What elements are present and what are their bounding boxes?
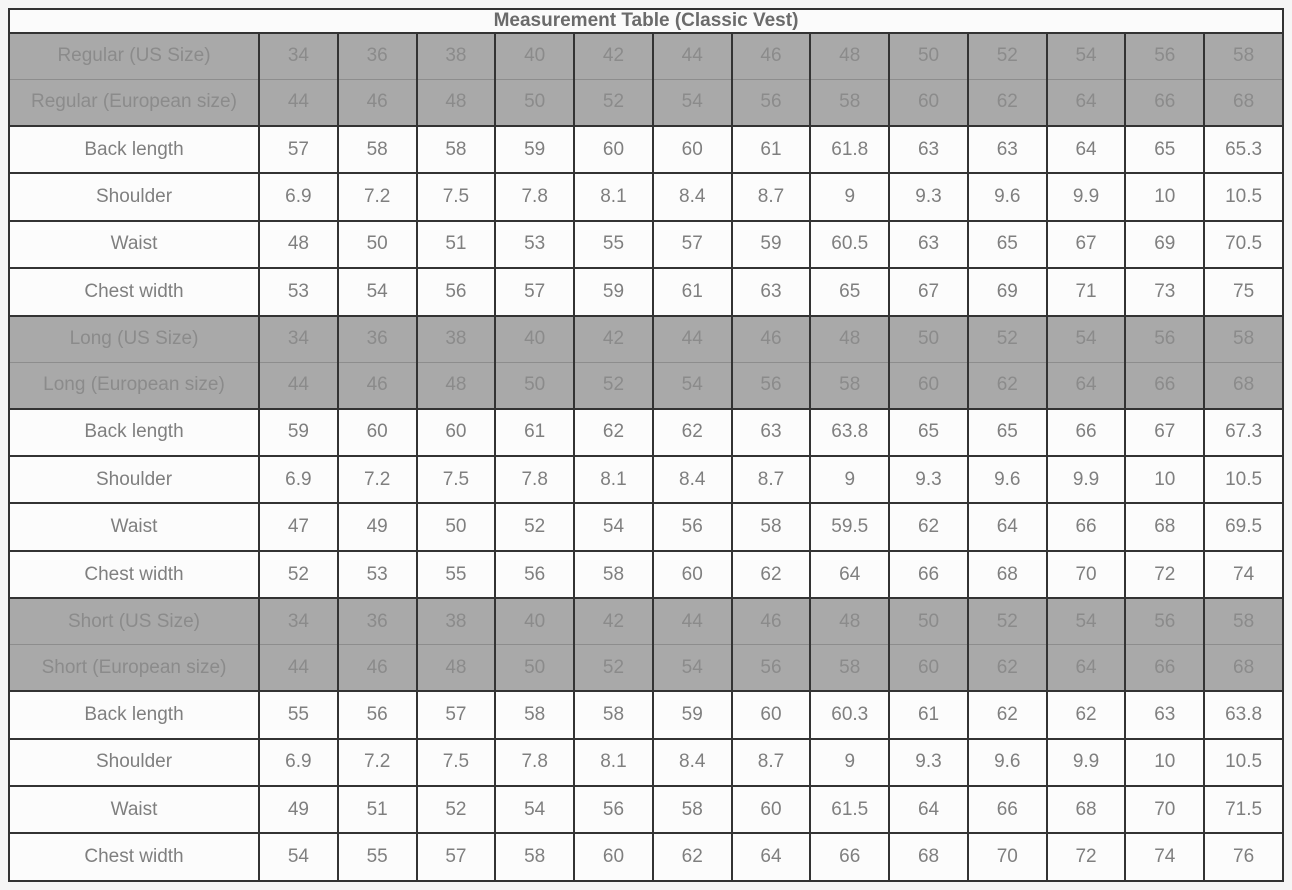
value-cell: 64 — [1047, 362, 1126, 408]
row-label: Shoulder — [9, 456, 259, 503]
value-cell: 50 — [338, 221, 417, 268]
value-cell: 65 — [810, 268, 889, 315]
value-cell: 56 — [732, 362, 811, 408]
value-cell: 58 — [1204, 33, 1283, 79]
value-cell: 71.5 — [1204, 786, 1283, 833]
value-cell: 58 — [1204, 598, 1283, 644]
value-cell: 66 — [1125, 645, 1204, 691]
value-cell: 54 — [653, 362, 732, 408]
value-cell: 64 — [810, 551, 889, 598]
value-cell: 44 — [259, 79, 338, 125]
value-cell: 62 — [732, 551, 811, 598]
value-cell: 44 — [653, 33, 732, 79]
value-cell: 38 — [417, 598, 496, 644]
value-cell: 61 — [495, 409, 574, 456]
value-cell: 54 — [495, 786, 574, 833]
measurement-row — [9, 503, 1283, 550]
value-cell: 7.2 — [338, 456, 417, 503]
value-cell: 63.8 — [1204, 691, 1283, 738]
value-cell: 52 — [574, 645, 653, 691]
value-cell: 53 — [495, 221, 574, 268]
value-cell: 55 — [574, 221, 653, 268]
measurement-row — [9, 173, 1283, 220]
value-cell: 60 — [338, 409, 417, 456]
value-cell: 7.8 — [495, 456, 574, 503]
value-cell: 52 — [968, 316, 1047, 362]
value-cell: 7.5 — [417, 173, 496, 220]
value-cell: 58 — [1204, 316, 1283, 362]
value-cell: 74 — [1125, 833, 1204, 881]
size-row — [9, 645, 1283, 691]
value-cell: 9.6 — [968, 456, 1047, 503]
value-cell: 44 — [653, 316, 732, 362]
value-cell: 9 — [810, 456, 889, 503]
measurement-row — [9, 551, 1283, 598]
value-cell: 48 — [810, 598, 889, 644]
value-cell: 7.8 — [495, 173, 574, 220]
value-cell: 61.5 — [810, 786, 889, 833]
value-cell: 10 — [1125, 739, 1204, 786]
value-cell: 66 — [1047, 503, 1126, 550]
value-cell: 7.5 — [417, 456, 496, 503]
value-cell: 9.6 — [968, 173, 1047, 220]
value-cell: 64 — [968, 503, 1047, 550]
value-cell: 8.4 — [653, 456, 732, 503]
value-cell: 7.8 — [495, 739, 574, 786]
value-cell: 60 — [574, 126, 653, 173]
value-cell: 46 — [338, 79, 417, 125]
value-cell: 8.7 — [732, 456, 811, 503]
value-cell: 9.9 — [1047, 173, 1126, 220]
value-cell: 58 — [574, 551, 653, 598]
value-cell: 60 — [732, 786, 811, 833]
value-cell: 60 — [732, 691, 811, 738]
value-cell: 62 — [653, 833, 732, 881]
value-cell: 76 — [1204, 833, 1283, 881]
value-cell: 56 — [1125, 316, 1204, 362]
value-cell: 40 — [495, 33, 574, 79]
value-cell: 53 — [259, 268, 338, 315]
value-cell: 63 — [889, 126, 968, 173]
measurement-row — [9, 691, 1283, 738]
value-cell: 70 — [1047, 551, 1126, 598]
value-cell: 57 — [653, 221, 732, 268]
value-cell: 63.8 — [810, 409, 889, 456]
row-label: Regular (US Size) — [9, 33, 259, 79]
value-cell: 9.9 — [1047, 739, 1126, 786]
value-cell: 60 — [653, 126, 732, 173]
value-cell: 69.5 — [1204, 503, 1283, 550]
value-cell: 60 — [574, 833, 653, 881]
row-label: Waist — [9, 786, 259, 833]
value-cell: 54 — [1047, 598, 1126, 644]
value-cell: 9.3 — [889, 739, 968, 786]
value-cell: 59 — [259, 409, 338, 456]
value-cell: 62 — [968, 645, 1047, 691]
value-cell: 9.3 — [889, 456, 968, 503]
measurement-row — [9, 833, 1283, 881]
value-cell: 58 — [495, 833, 574, 881]
title-row — [9, 9, 1283, 33]
value-cell: 34 — [259, 598, 338, 644]
value-cell: 8.4 — [653, 173, 732, 220]
measurement-row — [9, 786, 1283, 833]
value-cell: 61 — [889, 691, 968, 738]
value-cell: 57 — [495, 268, 574, 315]
value-cell: 48 — [810, 316, 889, 362]
value-cell: 67 — [1047, 221, 1126, 268]
value-cell: 6.9 — [259, 173, 338, 220]
value-cell: 64 — [1047, 79, 1126, 125]
value-cell: 55 — [259, 691, 338, 738]
value-cell: 50 — [495, 79, 574, 125]
value-cell: 8.1 — [574, 456, 653, 503]
value-cell: 71 — [1047, 268, 1126, 315]
value-cell: 60 — [889, 362, 968, 408]
value-cell: 57 — [259, 126, 338, 173]
value-cell: 63 — [889, 221, 968, 268]
value-cell: 62 — [968, 362, 1047, 408]
value-cell: 10 — [1125, 456, 1204, 503]
value-cell: 56 — [1125, 598, 1204, 644]
value-cell: 66 — [1125, 79, 1204, 125]
value-cell: 58 — [810, 645, 889, 691]
value-cell: 69 — [968, 268, 1047, 315]
row-label: Waist — [9, 503, 259, 550]
value-cell: 66 — [1125, 362, 1204, 408]
value-cell: 62 — [889, 503, 968, 550]
value-cell: 46 — [732, 598, 811, 644]
size-row — [9, 362, 1283, 408]
value-cell: 54 — [574, 503, 653, 550]
size-row — [9, 316, 1283, 362]
value-cell: 56 — [417, 268, 496, 315]
value-cell: 59.5 — [810, 503, 889, 550]
value-cell: 68 — [1047, 786, 1126, 833]
value-cell: 62 — [653, 409, 732, 456]
value-cell: 44 — [653, 598, 732, 644]
row-label: Chest width — [9, 833, 259, 881]
value-cell: 72 — [1125, 551, 1204, 598]
value-cell: 46 — [338, 645, 417, 691]
value-cell: 74 — [1204, 551, 1283, 598]
value-cell: 70.5 — [1204, 221, 1283, 268]
value-cell: 75 — [1204, 268, 1283, 315]
value-cell: 10.5 — [1204, 456, 1283, 503]
value-cell: 64 — [732, 833, 811, 881]
row-label: Back length — [9, 409, 259, 456]
value-cell: 67.3 — [1204, 409, 1283, 456]
value-cell: 6.9 — [259, 456, 338, 503]
value-cell: 8.7 — [732, 739, 811, 786]
value-cell: 46 — [338, 362, 417, 408]
value-cell: 65 — [968, 221, 1047, 268]
value-cell: 40 — [495, 316, 574, 362]
value-cell: 63 — [968, 126, 1047, 173]
value-cell: 73 — [1125, 268, 1204, 315]
value-cell: 61 — [653, 268, 732, 315]
value-cell: 47 — [259, 503, 338, 550]
value-cell: 67 — [889, 268, 968, 315]
value-cell: 46 — [732, 33, 811, 79]
value-cell: 60 — [417, 409, 496, 456]
value-cell: 52 — [574, 79, 653, 125]
value-cell: 8.1 — [574, 173, 653, 220]
value-cell: 34 — [259, 316, 338, 362]
value-cell: 36 — [338, 598, 417, 644]
value-cell: 60.3 — [810, 691, 889, 738]
value-cell: 44 — [259, 645, 338, 691]
row-label: Short (US Size) — [9, 598, 259, 644]
value-cell: 46 — [732, 316, 811, 362]
value-cell: 10.5 — [1204, 173, 1283, 220]
value-cell: 7.2 — [338, 739, 417, 786]
value-cell: 9.9 — [1047, 456, 1126, 503]
value-cell: 66 — [1047, 409, 1126, 456]
value-cell: 59 — [732, 221, 811, 268]
row-label: Chest width — [9, 268, 259, 315]
value-cell: 68 — [1125, 503, 1204, 550]
measurement-row — [9, 456, 1283, 503]
value-cell: 34 — [259, 33, 338, 79]
value-cell: 54 — [338, 268, 417, 315]
value-cell: 58 — [495, 691, 574, 738]
value-cell: 59 — [574, 268, 653, 315]
value-cell: 58 — [338, 126, 417, 173]
measurement-table — [8, 8, 1284, 882]
value-cell: 57 — [417, 833, 496, 881]
value-cell: 58 — [810, 362, 889, 408]
value-cell: 65 — [968, 409, 1047, 456]
value-cell: 9 — [810, 173, 889, 220]
value-cell: 58 — [417, 126, 496, 173]
value-cell: 52 — [574, 362, 653, 408]
value-cell: 70 — [1125, 786, 1204, 833]
value-cell: 56 — [574, 786, 653, 833]
value-cell: 66 — [889, 551, 968, 598]
value-cell: 54 — [653, 645, 732, 691]
value-cell: 68 — [1204, 362, 1283, 408]
value-cell: 65.3 — [1204, 126, 1283, 173]
size-row — [9, 79, 1283, 125]
value-cell: 62 — [968, 691, 1047, 738]
value-cell: 54 — [259, 833, 338, 881]
row-label: Long (US Size) — [9, 316, 259, 362]
value-cell: 49 — [338, 503, 417, 550]
value-cell: 10 — [1125, 173, 1204, 220]
row-label: Long (European size) — [9, 362, 259, 408]
value-cell: 38 — [417, 316, 496, 362]
value-cell: 51 — [338, 786, 417, 833]
value-cell: 8.7 — [732, 173, 811, 220]
value-cell: 48 — [417, 645, 496, 691]
value-cell: 50 — [889, 316, 968, 362]
value-cell: 52 — [417, 786, 496, 833]
value-cell: 8.1 — [574, 739, 653, 786]
value-cell: 58 — [732, 503, 811, 550]
value-cell: 48 — [259, 221, 338, 268]
value-cell: 64 — [1047, 126, 1126, 173]
value-cell: 50 — [889, 598, 968, 644]
value-cell: 50 — [889, 33, 968, 79]
value-cell: 62 — [1047, 691, 1126, 738]
value-cell: 62 — [968, 79, 1047, 125]
value-cell: 51 — [417, 221, 496, 268]
value-cell: 53 — [338, 551, 417, 598]
value-cell: 56 — [653, 503, 732, 550]
value-cell: 49 — [259, 786, 338, 833]
value-cell: 59 — [495, 126, 574, 173]
value-cell: 56 — [732, 79, 811, 125]
value-cell: 40 — [495, 598, 574, 644]
row-label: Waist — [9, 221, 259, 268]
value-cell: 7.5 — [417, 739, 496, 786]
measurement-row — [9, 268, 1283, 315]
value-cell: 52 — [968, 33, 1047, 79]
value-cell: 60.5 — [810, 221, 889, 268]
value-cell: 67 — [1125, 409, 1204, 456]
value-cell: 50 — [417, 503, 496, 550]
size-row — [9, 598, 1283, 644]
value-cell: 55 — [338, 833, 417, 881]
value-cell: 68 — [889, 833, 968, 881]
value-cell: 69 — [1125, 221, 1204, 268]
value-cell: 61.8 — [810, 126, 889, 173]
row-label: Regular (European size) — [9, 79, 259, 125]
row-label: Shoulder — [9, 739, 259, 786]
value-cell: 66 — [968, 786, 1047, 833]
value-cell: 9 — [810, 739, 889, 786]
value-cell: 68 — [968, 551, 1047, 598]
value-cell: 54 — [1047, 33, 1126, 79]
value-cell: 48 — [417, 362, 496, 408]
value-cell: 58 — [653, 786, 732, 833]
value-cell: 58 — [810, 79, 889, 125]
value-cell: 42 — [574, 316, 653, 362]
value-cell: 65 — [889, 409, 968, 456]
value-cell: 63 — [732, 409, 811, 456]
value-cell: 52 — [495, 503, 574, 550]
value-cell: 36 — [338, 33, 417, 79]
value-cell: 63 — [732, 268, 811, 315]
row-label: Chest width — [9, 551, 259, 598]
value-cell: 9.3 — [889, 173, 968, 220]
value-cell: 64 — [889, 786, 968, 833]
value-cell: 65 — [1125, 126, 1204, 173]
size-row — [9, 33, 1283, 79]
row-label: Back length — [9, 691, 259, 738]
value-cell: 52 — [259, 551, 338, 598]
value-cell: 68 — [1204, 645, 1283, 691]
value-cell: 54 — [653, 79, 732, 125]
value-cell: 48 — [417, 79, 496, 125]
value-cell: 10.5 — [1204, 739, 1283, 786]
value-cell: 60 — [889, 79, 968, 125]
value-cell: 50 — [495, 645, 574, 691]
value-cell: 56 — [338, 691, 417, 738]
measurement-row — [9, 221, 1283, 268]
value-cell: 60 — [889, 645, 968, 691]
value-cell: 9.6 — [968, 739, 1047, 786]
measurement-row — [9, 409, 1283, 456]
value-cell: 7.2 — [338, 173, 417, 220]
value-cell: 36 — [338, 316, 417, 362]
measurement-row — [9, 739, 1283, 786]
value-cell: 64 — [1047, 645, 1126, 691]
value-cell: 56 — [495, 551, 574, 598]
value-cell: 57 — [417, 691, 496, 738]
value-cell: 70 — [968, 833, 1047, 881]
value-cell: 54 — [1047, 316, 1126, 362]
value-cell: 68 — [1204, 79, 1283, 125]
table-title: Measurement Table (Classic Vest) — [9, 9, 1283, 33]
value-cell: 62 — [574, 409, 653, 456]
value-cell: 8.4 — [653, 739, 732, 786]
value-cell: 60 — [653, 551, 732, 598]
value-cell: 48 — [810, 33, 889, 79]
value-cell: 56 — [1125, 33, 1204, 79]
value-cell: 44 — [259, 362, 338, 408]
value-cell: 38 — [417, 33, 496, 79]
value-cell: 42 — [574, 598, 653, 644]
value-cell: 66 — [810, 833, 889, 881]
row-label: Back length — [9, 126, 259, 173]
value-cell: 72 — [1047, 833, 1126, 881]
table-body — [9, 33, 1283, 881]
value-cell: 58 — [574, 691, 653, 738]
measurement-row — [9, 126, 1283, 173]
row-label: Short (European size) — [9, 645, 259, 691]
row-label: Shoulder — [9, 173, 259, 220]
value-cell: 42 — [574, 33, 653, 79]
value-cell: 6.9 — [259, 739, 338, 786]
value-cell: 55 — [417, 551, 496, 598]
value-cell: 61 — [732, 126, 811, 173]
value-cell: 59 — [653, 691, 732, 738]
value-cell: 56 — [732, 645, 811, 691]
value-cell: 52 — [968, 598, 1047, 644]
value-cell: 63 — [1125, 691, 1204, 738]
value-cell: 50 — [495, 362, 574, 408]
